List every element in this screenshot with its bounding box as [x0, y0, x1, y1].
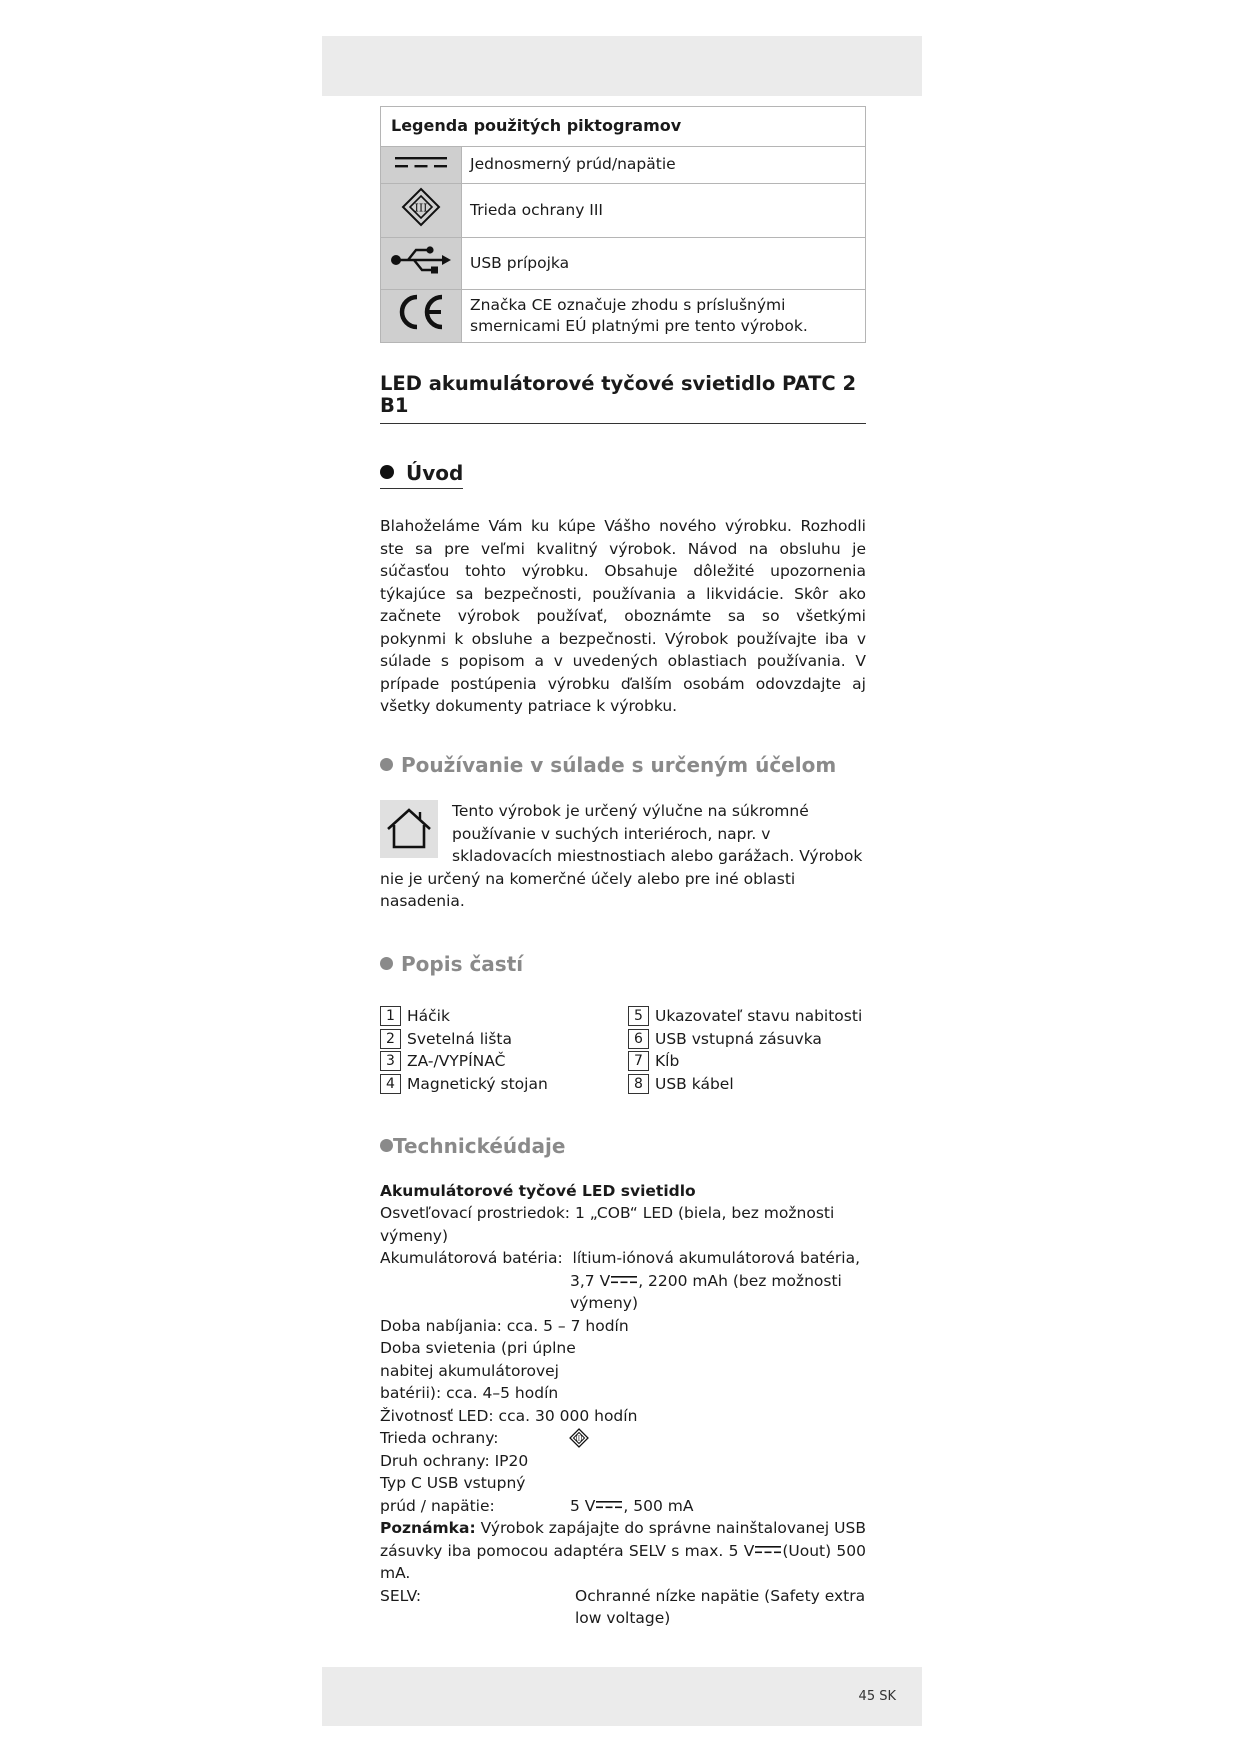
dc-symbol-icon	[393, 155, 449, 169]
legend-icon-cell	[381, 183, 462, 237]
spec-value: 3,7 V	[570, 1271, 611, 1290]
bullet-icon	[380, 758, 393, 771]
spec-value: Ochranné nízke napätie (Safety extra low voltage)	[575, 1586, 866, 1627]
spec-usb-input: Typ C USB vstupný	[380, 1474, 526, 1492]
part-item	[628, 1050, 866, 1073]
svg-text:III: III	[575, 1435, 583, 1443]
part-label: Magnetický stojan	[407, 1074, 548, 1093]
dc-symbol-icon	[755, 1546, 781, 1554]
spec-note	[380, 1517, 866, 1585]
usage-block	[380, 800, 866, 913]
page-number: 45 SK	[858, 1689, 896, 1704]
part-label: Ukazovateľ stavu nabitosti	[655, 1007, 863, 1025]
parts-list	[380, 1005, 866, 1095]
section-heading-usage	[380, 754, 866, 777]
heading-text: Popis častí	[401, 951, 524, 976]
bullet-icon	[380, 465, 394, 479]
section-heading-parts	[380, 953, 866, 976]
heading-text: Technickéúdaje	[393, 1134, 566, 1158]
bullet-icon	[380, 1139, 393, 1152]
part-number: 3	[380, 1051, 401, 1071]
spec-charge-time: Doba nabíjania: cca. 5 – 7 hodín	[380, 1316, 629, 1335]
spec-battery-voltage	[380, 1270, 866, 1293]
spec-value-group	[570, 1495, 693, 1518]
spec-value: 5 V	[570, 1496, 596, 1515]
bullet-icon	[380, 957, 393, 970]
part-item	[380, 1073, 628, 1096]
pictogram-legend-table	[380, 106, 866, 343]
part-label: Svetelná lišta	[407, 1029, 512, 1048]
spec-battery	[380, 1247, 866, 1270]
part-label: Háčik	[407, 1007, 450, 1025]
svg-text:III: III	[414, 201, 428, 215]
page-content	[380, 106, 866, 1630]
indoor-use-icon	[380, 800, 438, 858]
legend-title: Legenda použitých piktogramov	[381, 107, 866, 147]
heading-text: Používanie v súlade s určeným účelom	[401, 752, 837, 777]
spec-led-life: Životnosť LED: cca. 30 000 hodín	[380, 1406, 638, 1425]
spec-label: Akumulátorová batéria:	[380, 1249, 563, 1267]
part-item	[628, 1073, 866, 1096]
spec-value: , 500 mA	[623, 1496, 694, 1515]
part-number: 4	[380, 1074, 401, 1094]
legend-text: Jednosmerný prúd/napätie	[462, 146, 866, 183]
part-number: 1	[380, 1006, 401, 1026]
section-heading-intro	[380, 462, 463, 490]
ce-mark-icon	[395, 292, 447, 332]
legend-text: Značka CE označuje zhodu s príslušnými smernicami EÚ platnými pre tento výrobok.	[462, 289, 866, 342]
spec-protection-type: Druh ochrany: IP20	[380, 1451, 529, 1470]
note-text: (Uout) 500 mA.	[380, 1541, 866, 1582]
usage-paragraph: Tento výrobok je určený výlučne na súkromné používanie v suchých interiéroch, napr. v skladovacích miestnostiach alebo garážach. Výrobok nie je určený na komerčné účely alebo pre iné oblasti nasadenia.	[380, 802, 863, 910]
part-item	[380, 1005, 628, 1028]
spec-selv	[380, 1585, 866, 1630]
document-title: LED akumulátorové tyčové svietidlo PATC 2 B1	[380, 373, 866, 424]
part-number: 2	[380, 1029, 401, 1049]
protection-class-3-icon	[401, 187, 441, 227]
part-number: 5	[628, 1006, 649, 1026]
spec-usb-input	[380, 1495, 866, 1518]
spec-runtime: nabitej akumulátorovej	[380, 1361, 559, 1380]
legend-text: USB prípojka	[462, 237, 866, 289]
part-number: 8	[628, 1074, 649, 1094]
legend-icon-cell	[381, 146, 462, 183]
part-number: 7	[628, 1051, 649, 1071]
part-label: USB vstupná zásuvka	[655, 1029, 822, 1048]
intro-paragraph: Blahoželáme Vám ku kúpe Vášho nového výrobku. Rozhodli ste sa pre veľmi kvalitný výrobok. Návod na obsluhu je súčasťou tohto výrobku. Obsahuje dôležité upozornenia týkajúce sa bezpečnosti, používania a likvidácie. Skôr ako začnete výrobok používať, oboznámte sa so všetkými pokynmi k obsluhe a bezpečnosti. Výrobok používajte iba v súlade s popisom a v uvedených oblastiach používania. V prípade postúpenia výrobku ďalším osobám odovzdajte aj všetky dokumenty patriace k výrobku.	[380, 517, 866, 715]
page-footer-bar	[322, 1667, 922, 1726]
part-label: USB kábel	[655, 1074, 734, 1093]
part-item	[628, 1028, 866, 1051]
part-label: Kĺb	[655, 1052, 680, 1070]
specs-subheading: Akumulátorové tyčové LED svietidlo	[380, 1181, 696, 1200]
technical-specs	[380, 1180, 866, 1630]
spec-value: , 2200 mAh (bez možnosti	[638, 1271, 842, 1290]
spec-label: Trieda ochrany:	[380, 1429, 499, 1447]
part-item	[380, 1050, 628, 1073]
spec-light-source: Osvetľovací prostriedok: 1 „COB“ LED (biela, bez možnosti výmeny)	[380, 1204, 835, 1245]
spec-battery-note: výmeny)	[570, 1294, 639, 1312]
note-label: Poznámka:	[380, 1519, 476, 1537]
protection-class-3-icon	[569, 1428, 589, 1448]
spec-label: SELV:	[380, 1586, 422, 1605]
spec-runtime: batérii): cca. 4–5 hodín	[380, 1384, 559, 1402]
legend-icon-cell	[381, 237, 462, 289]
spec-label: prúd / napätie:	[380, 1496, 495, 1515]
spec-runtime: Doba svietenia (pri úplne	[380, 1339, 576, 1357]
dc-symbol-icon	[596, 1501, 622, 1509]
spec-value: lítium-iónová akumulátorová batéria,	[572, 1249, 861, 1267]
note-text: Výrobok zapájajte do správne nainštalovanej USB zásuvky iba pomocou adaptéra SELV s max. 5 V	[380, 1519, 866, 1560]
dc-symbol-icon	[611, 1276, 637, 1284]
part-item	[380, 1028, 628, 1051]
heading-text: Úvod	[406, 460, 464, 485]
usb-icon	[390, 245, 452, 275]
legend-text: Trieda ochrany III	[462, 183, 866, 237]
spec-protection-class	[380, 1427, 866, 1450]
legend-icon-cell	[381, 289, 462, 342]
part-number: 6	[628, 1029, 649, 1049]
part-label: ZA-/VYPÍNAČ	[407, 1052, 506, 1070]
part-item	[628, 1005, 866, 1028]
page-header-bar	[322, 36, 922, 96]
section-heading-technical	[380, 1135, 866, 1158]
